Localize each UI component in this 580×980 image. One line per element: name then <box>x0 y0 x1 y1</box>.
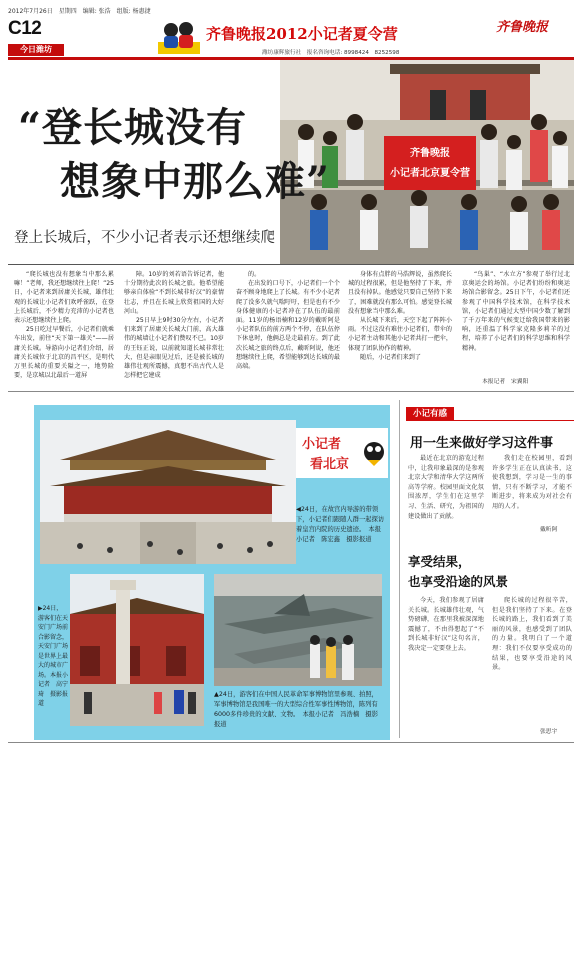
essay-paragraph: 今天，我们参观了居庸关长城。长城雄伟壮观，气势磅礴，在那里我被深深地震撼了，不由得想起了“不到长城非好汉”这句名言，我决定一定要登上去。 <box>408 597 484 652</box>
story-paragraph: 25日早上9时30分左右，小记者们来到了居庸关长城大门前，高大雄伟的城墙让小记者们赞叹不已。10岁的王钰正说，以前就知道长城非常壮大，但是亲眼见过后，还是被长城的雄伟壮观所震撼，真想不出古代人是怎样把它建成 <box>124 317 224 380</box>
caption-palace: ◀24日，在故宫内导游的带领下，小记者们跟随人群一起探访着皇宫内院的历史遗迹。 本报小记者 陈宏鑫 摄影报道 <box>296 506 385 543</box>
caption-square: ▶24日，游客们在天安门广场前合影留念，天安门广场是世界上最大的城市广场。本报小记者 高宁琦 摄影报道 <box>38 605 69 707</box>
banner-line-1: 齐鲁晚报 <box>410 148 450 159</box>
column-divider <box>399 400 400 738</box>
camp-contact: 潍坊康辉旅行社 报名咨询电话: 8998424 8252598 <box>262 50 400 56</box>
badge-line-2: 看北京 <box>310 457 350 472</box>
story-paragraph: 随后，小记者们来到了 <box>360 353 421 361</box>
story-column-5 <box>462 270 570 374</box>
story-column-4 <box>348 270 452 386</box>
essay1-column-left <box>408 454 484 534</box>
section-rule <box>8 391 574 392</box>
story-paragraph: “鸟巢”、“水立方”参观了举行过北京奥运会的场馆。小记者们纷纷和奥运场馆合影留念。25日下午，小记者们还参观了中国科学技术馆，在科学技术馆，小记者们通过大型中国少数了解到了千万年来的气候变迁给我国带来的影响，还重温了科学家克隆多莉羊的过程，培养了小记者们的科学思维和科学精神。 <box>462 271 570 352</box>
page-bottom-rule <box>8 742 574 743</box>
story-paragraph: 的。 <box>248 271 261 278</box>
essay2-title-line-1: 享受结果， <box>408 554 471 569</box>
story-paragraph: 在出发的口号下，小记者们一个个奋不顾身地爬上了长城。有不少小记者爬了没多久就气喘吁吁，但是也有不少身体健康的小记者冲在了队伍的最前面。11岁的杨语楠和12岁的戴昕阿是小记者队伍的前方两个不停，在队伍停下休息时，他俩总是走最前方。到了此次长城之旅的终点后，戴昕阿说，他还想继续往上爬，希望能够到达长城的最高端。 <box>236 280 340 371</box>
essay2-title-line-2: 也享受沿途的风景 <box>408 574 509 589</box>
story-paragraph: 身体有点胖的马浩辉说，虽然爬长城的过程很累，但是他坚持了下来，并且没有掉队。他感觉只要自己坚持下来了，困难就没有那么可怕。感觉登长城没有想象当中那么难。 <box>348 271 452 315</box>
essay2-column-left <box>408 596 484 726</box>
story-column-3 <box>236 270 340 386</box>
essay2-author: 张思宇 <box>540 729 558 735</box>
story-column-1 <box>14 270 114 386</box>
headline-line-2: 想象中那么难” <box>60 158 331 205</box>
military-museum-photo <box>214 574 382 686</box>
badge-line-1: 小记者 <box>302 437 342 452</box>
essay-paragraph: 我们走在校园里，看到许多学生正在认真读书，这使我想到，学习是一生的事情，只有不断学习，才能不断进步，将来成为对社会有用的人才。 <box>492 455 572 510</box>
kid-reporter-badge <box>296 428 388 478</box>
essay1-author: 戴昕阿 <box>540 527 558 533</box>
story-credit: 本报记者 宋翼阳 <box>482 379 529 385</box>
page-meta: 2012年7月26日 星期四 编辑: 张浩 组版: 杨惠捷 <box>8 8 151 15</box>
forbidden-city-photo <box>40 420 296 564</box>
story-paragraph: 从长城下来后，天空下起了阵阵小雨。不过这没有难住小记者们，带伞的小记者主动和其他小记者共打一把伞，体现了团队协作的精神。 <box>348 317 452 352</box>
section-label: 今日潍坊 <box>8 44 64 56</box>
headline-line-1: “登长城没有 <box>18 104 248 151</box>
story-paragraph: 25日吃过早餐后，小记者们就乘车出发，前往“天下第一雄关”——居庸关长城。导游向小记者们介绍，居庸关长城位于北京的昌平区，是明代万里长城的重要关隘之一，地势险要，是京城以北最后一道屏 <box>14 326 114 380</box>
subheadline: 登上长城后，不少小记者表示还想继续爬 <box>14 230 275 246</box>
banner-line-2: 小记者北京夏令营 <box>390 168 470 179</box>
newspaper-logo: 齐鲁晚报 <box>496 20 549 35</box>
essay2-column-right <box>492 596 572 718</box>
story-paragraph: “爬长城也没有想象当中那么累嘛！”老师，我还想继续往上爬！”25日，小记者来到居庸关长城，雄伟壮观的长城让小记者们欢呼雀跃，在登上长城后，不少精力充沛的小记者也表示还想继续往上爬。 <box>14 271 114 325</box>
page-number: C12 <box>8 18 42 39</box>
essay1-title: 用一生来做好学习这件事 <box>410 436 554 451</box>
column-rule <box>406 420 574 421</box>
story-column-2 <box>124 270 224 386</box>
story-rule <box>8 264 574 265</box>
essay-paragraph: 爬长城的过程很辛苦，但是我们坚持了下来。在登长城的路上，我们看到了美丽的风景，也感受到了团队的力量。我明白了一个道理：我们不仅要享受成功的结果，也要享受沿途的风景。 <box>492 597 572 672</box>
caption-museum: ▲24日，游客们在中国人民革命军事博物馆里参观、拍照，军事博物馆是我国唯一的大型综合性军事性博物馆，陈列有6000多件珍贵的文献、文物。 本报小记者 冯浩楠 摄影报道 <box>214 691 379 728</box>
camp-mascot-logo <box>158 20 200 54</box>
essay-paragraph: 最近在北京的游览过程中，让我印象最深的是参观北京大学和清华大学这两所高等学府。校园里面文化氛围浓厚，学生们在这里学习、生活、研究，为祖国的建设做出了贡献。 <box>408 455 484 520</box>
column-label: 小记有感 <box>406 407 454 421</box>
tiananmen-square-photo <box>70 574 204 726</box>
story-paragraph: 障。10岁的刘若语告诉记者，他十分期待此次的长城之旅。他希望能够亲自体验“不到长城非好汉”的豪情壮志，并且在长城上欣赏祖国的大好河山。 <box>124 271 224 315</box>
essay1-column-right <box>492 454 572 522</box>
camp-title: 齐鲁晚报2012小记者夏令营 <box>206 25 398 43</box>
